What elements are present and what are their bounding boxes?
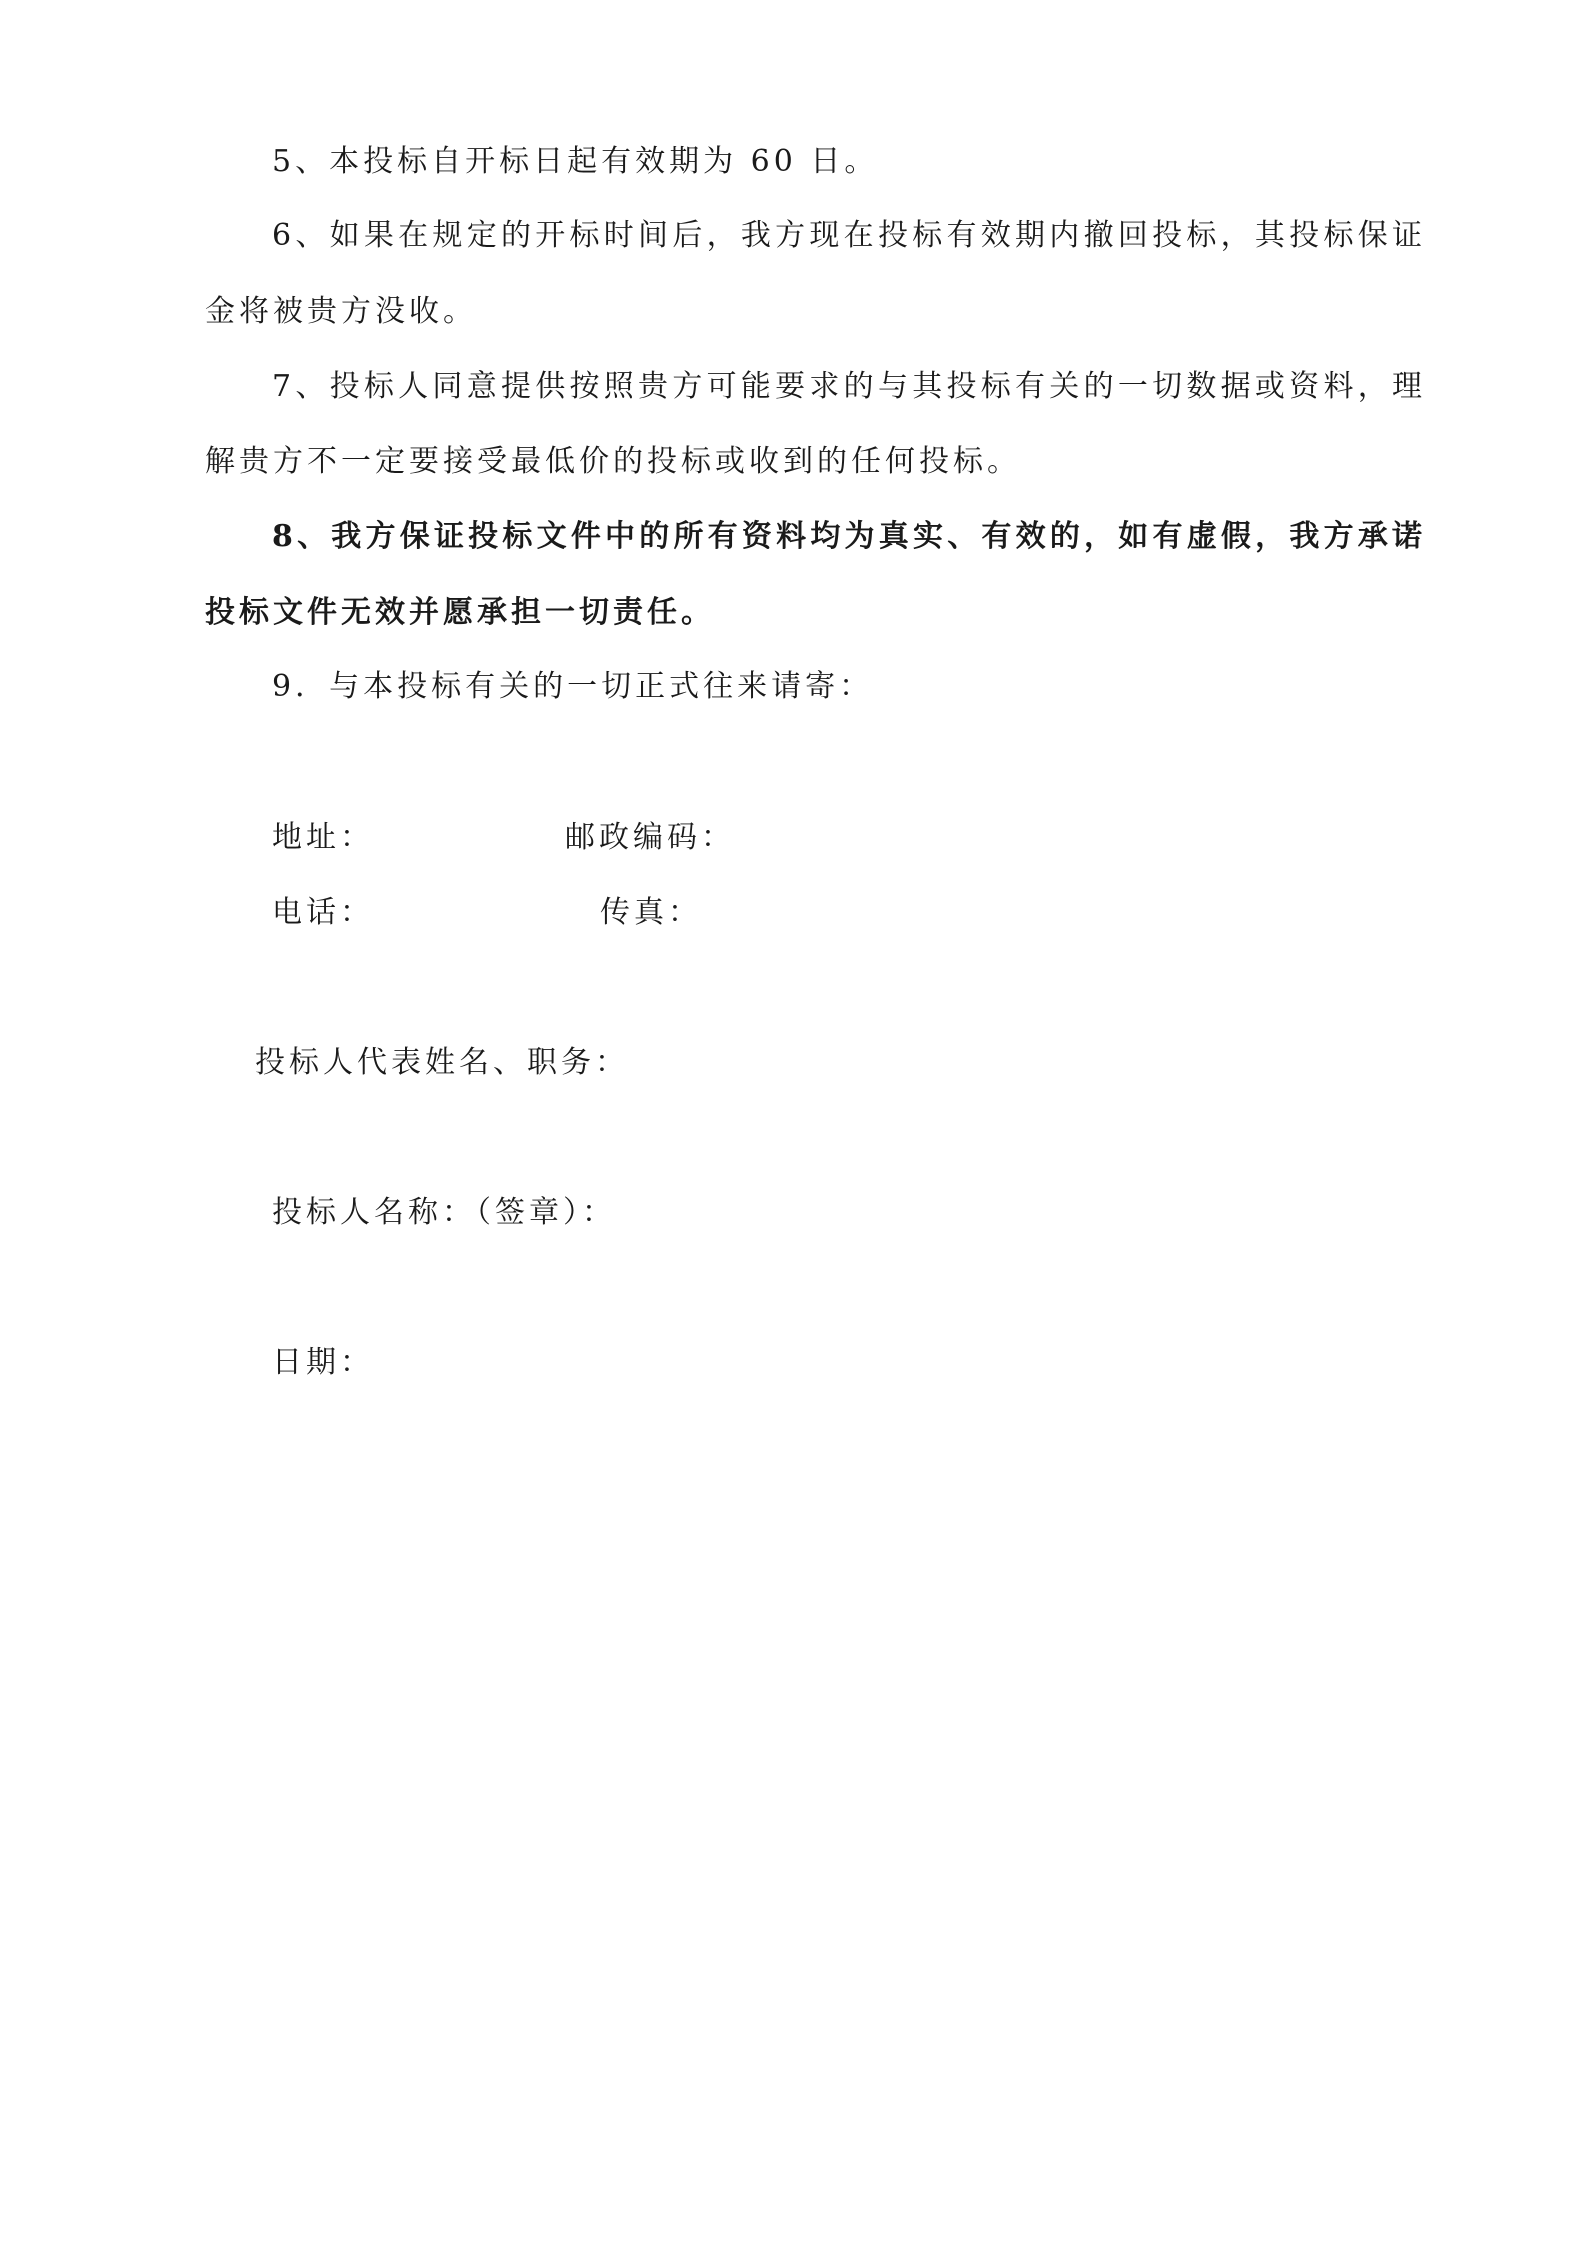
clause-7-line-1: 7、投标人同意提供按照贵方可能要求的与其投标有关的一切数据或资料，理 <box>272 369 1422 404</box>
clause-8-line-2: 投标文件无效并愿承担一切责任。 <box>205 595 715 630</box>
clause-5: 5、本投标自开标日起有效期为 60 日。 <box>272 144 879 179</box>
postcode-label: 邮政编码： <box>565 820 735 855</box>
clause-9: 9．与本投标有关的一切正式往来请寄： <box>272 669 874 704</box>
fax-label: 传真： <box>600 895 702 930</box>
address-label: 地址： <box>272 820 374 855</box>
clause-6-line-1: 6、如果在规定的开标时间后，我方现在投标有效期内撤回投标，其投标保证 <box>272 218 1422 253</box>
clause-6-line-2: 金将被贵方没收。 <box>205 294 477 329</box>
clause-7-line-2: 解贵方不一定要接受最低价的投标或收到的任何投标。 <box>205 444 1021 479</box>
phone-label: 电话： <box>272 895 374 930</box>
date-label: 日期： <box>272 1345 374 1380</box>
bidder-name-label: 投标人名称：（签章）： <box>272 1195 616 1230</box>
clause-8-line-1: 8、我方保证投标文件中的所有资料均为真实、有效的，如有虚假，我方承诺 <box>272 519 1422 554</box>
representative-label: 投标人代表姓名、职务： <box>255 1045 629 1080</box>
